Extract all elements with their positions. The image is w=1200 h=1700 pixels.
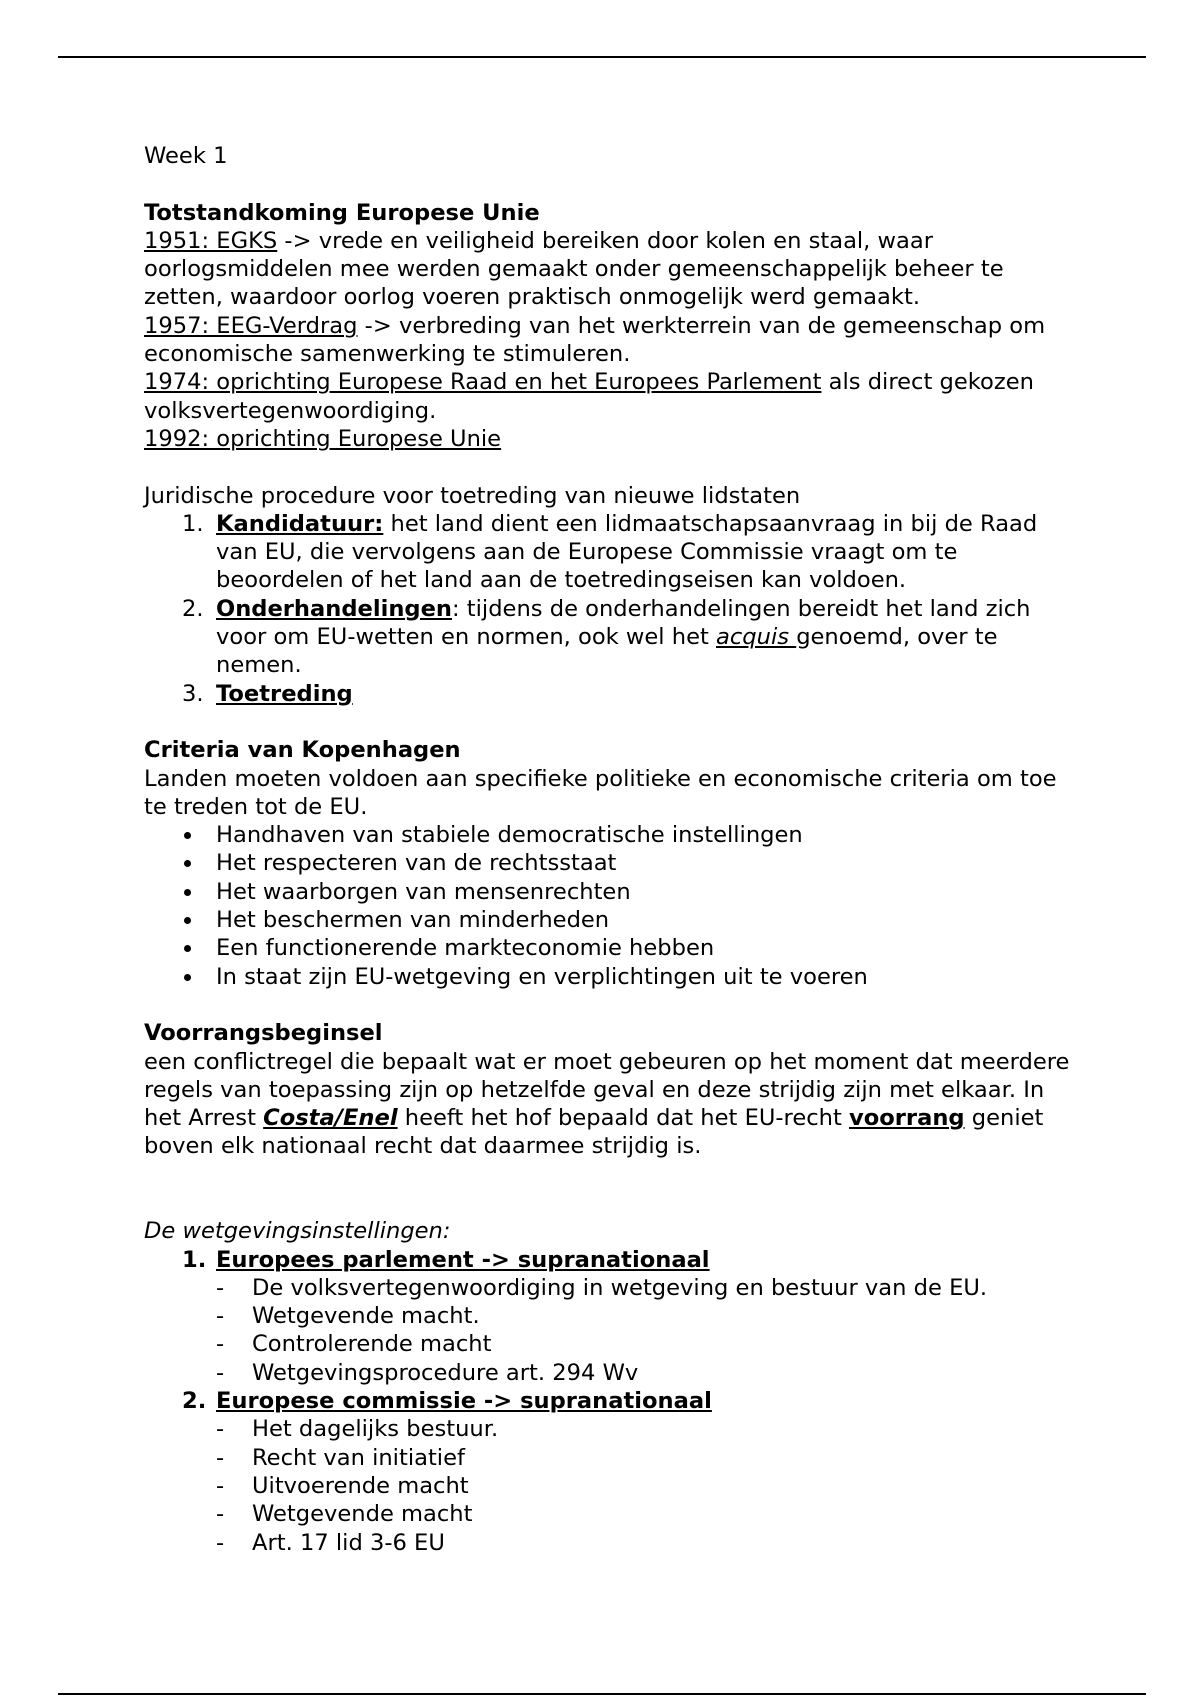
institution-item: - Uitvoerende macht [216,1472,469,1499]
institution-item: - Wetgevende macht [216,1501,473,1528]
section-title-voorrang: Voorrangsbeginsel [144,1020,383,1047]
bullet-icon [144,821,216,849]
kopenhagen-intro: Landen moeten voldoen aan specifieke politieke en economische criteria om toe te treden tot de EU. [144,765,1057,820]
institution-item: - Wetgevingsprocedure art. 294 Wv [216,1359,639,1386]
criteria-bullet: Het respecteren van de rechtsstaat [144,849,1074,877]
section-title-eu: Totstandkoming Europese Unie [144,199,540,226]
section-title-wetgeving: De wetgevingsinstellingen: [144,1218,451,1245]
timeline-1992: 1992: oprichting Europese Unie [144,425,502,452]
voorrang-text: een conflictregel die bepaalt wat er moet gebeuren op het moment dat meerdere regels van toepassing zijn op hetzelfde geval en deze strijdig zijn met elkaar. In het Arrest Costa/Enel heeft het hof bepaald dat het EU-recht voorrang geniet boven elk nationaal recht dat daarmee strijdig is. [144,1048,1070,1160]
section-title-procedure: Juridische procedure voor toetreding van nieuwe lidstaten [144,482,801,509]
header-rule [58,56,1146,58]
timeline-1957: 1957: EEG-Verdrag -> verbreding van het werkterrein van de gemeenschap om economische samenwerking te stimuleren. [144,312,1046,368]
procedure-item: 1. Kandidatuur: het land dient een lidmaatschapsaanvraag in bij de Raad van EU, die vervolgens aan de Europese Commissie vraagt om te beoordelen of het land aan de toetredingseisen kan voldoen. [182,510,1038,594]
institution-item: - Het dagelijks bestuur. [216,1416,499,1443]
institution-heading: 2. Europese commissie -> supranationaal [182,1388,712,1415]
bullet-icon [144,906,216,934]
footer-rule [58,1693,1146,1695]
bullet-icon [144,849,216,877]
document-page [144,142,1074,1557]
criteria-bullet: Handhaven van stabiele democratische instellingen [144,821,1074,849]
procedure-item: 2. Onderhandelingen: tijdens de onderhandelingen bereidt het land zich voor om EU-wetten en normen, ook wel het acquis genoemd, over te nemen. [182,595,1031,679]
institution-item: - Art. 17 lid 3-6 EU [216,1529,445,1556]
bullet-icon [144,963,216,991]
criteria-bullet: Een functionerende markteconomie hebben [144,934,1074,962]
institution-item: - Recht van initiatief [216,1444,465,1471]
institution-heading: 1. Europees parlement -> supranationaal [182,1246,710,1273]
institution-item: - Controlerende macht [216,1331,492,1358]
criteria-bullet: Het waarborgen van mensenrechten [144,878,1074,906]
institution-item: - De volksvertegenwoordiging in wetgeving en bestuur van de EU. [216,1274,988,1301]
criteria-bullet: Het beschermen van minderheden [144,906,1074,934]
section-title-kopenhagen: Criteria van Kopenhagen [144,737,461,764]
week-heading: Week 1 [144,143,228,169]
bullet-icon [144,878,216,906]
procedure-item: 3. Toetreding [182,680,353,707]
bullet-icon [144,934,216,962]
timeline-1951: 1951: EGKS -> vrede en veiligheid bereiken door kolen en staal, waar oorlogsmiddelen mee werden gemaakt onder gemeenschappelijk beheer te zetten, waardoor oorlog voeren praktisch onmogelijk werd gemaakt. [144,227,1004,311]
timeline-1974: 1974: oprichting Europese Raad en het Europees Parlement als direct gekozen volksvertegenwoordiging. [144,369,1034,424]
criteria-bullet: In staat zijn EU-wetgeving en verplichtingen uit te voeren [144,963,1074,991]
institution-item: - Wetgevende macht. [216,1303,480,1330]
